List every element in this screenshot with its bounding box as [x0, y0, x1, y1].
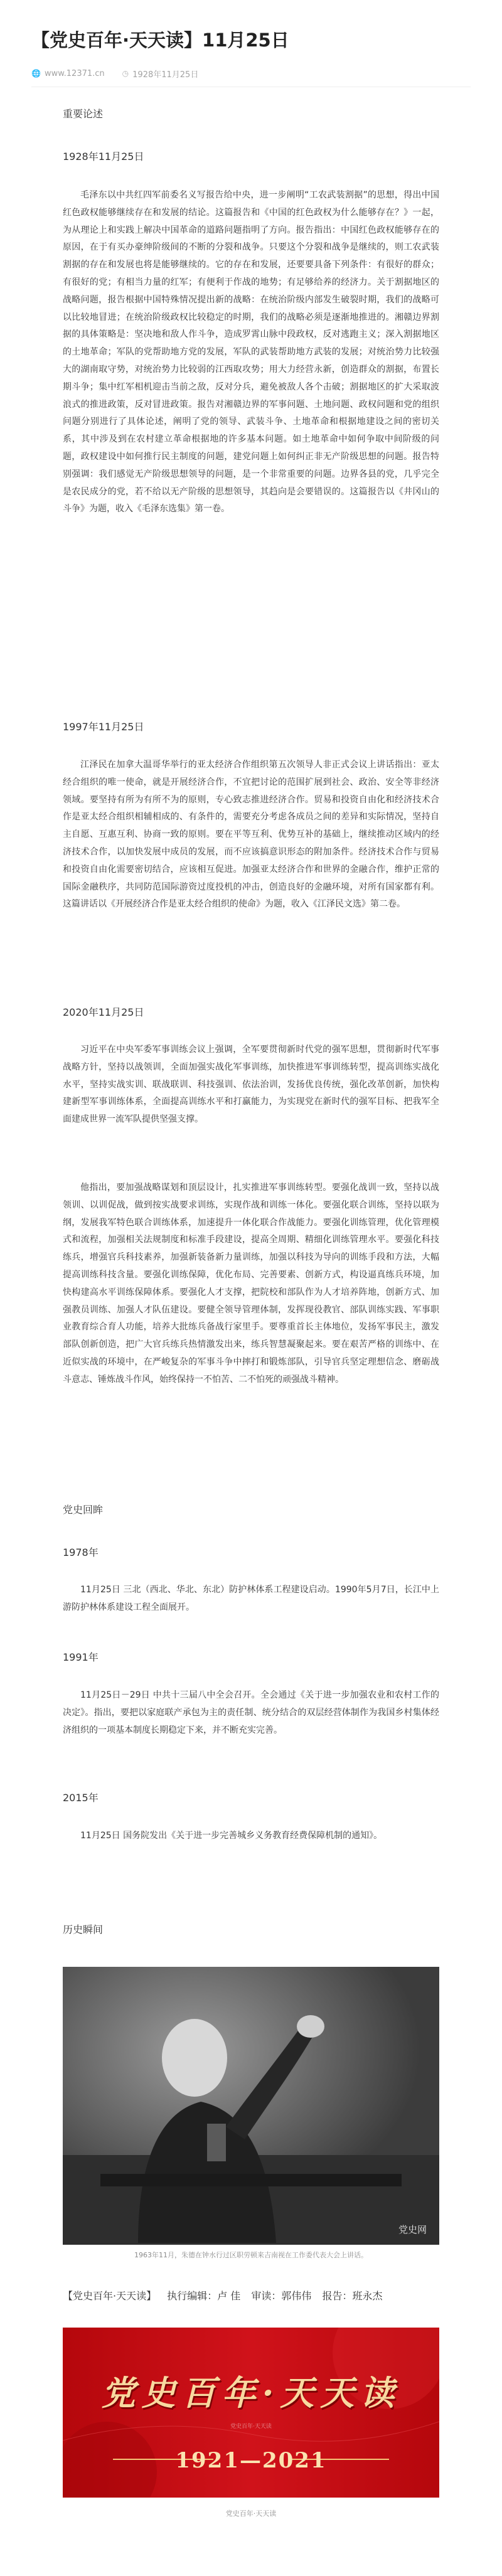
article-date: 1928年11月25日 — [132, 70, 199, 80]
banner-caption: 党史百年·天天读 — [225, 2509, 277, 2518]
item-text: 他指出，要加强战略谋划和顶层设计，扎实推进军事训练转型。要强化战训一致，坚持以战领训、以训促战，做到按实战要求训练，实现作战和训练一体化。要强化联合训练，坚持以联为纲，发展我军特色联合训练体系，加速提升一体化联合作战能力。要强化训练管理，优化管理模式和流程，加强相关法规制度和标准手段建设，提高全周期、精细化训练管理水平。要强化科技练兵，增强官兵科技素养，加强新装备新力量训练，加强以科技为导向的训练手段和方法，大幅提高训练科技含量。要强化训练保障，优化布局、完善要素、创新方式，构设逼真练兵环境，加快构建高水平训练保障体系。要强化人才支撑，把院校和部队作为人才培养阵地，创新方式、加强教员训练、加强人才队伍建设。要健全领导管理体制，发挥现役教官、部队训练实践、军事职业教育综合育人功能，培养大批练兵备战行家里手。要尊重首长主体地位，发扬军事民主，激发部队创新创造，把广大官兵练兵热情激发出来，练兵智慧凝聚起来。要在艰苦严格的训练中、在近似实战的环境中，在严峻复杂的军事斗争中摔打和锻炼部队，引导官兵坚定理想信念、磨砺战斗意志、锤炼战斗作风，始终保持一不怕苦、二不怕死的顽强战斗精神。 — [63, 1183, 439, 1385]
photo-illustration — [63, 1967, 439, 2245]
item-text: 习近平在中央军委军事训练会议上强调，全军要贯彻新时代党的强军思想，贯彻新时代军事战略方针，坚持以战领训，全面加强实战化军事训练，加快推进军事训练转型，提高训练实战化水平，坚持实战实训、联战联训、科技强训、依法治训，发扬优良传统，强化改革创新，加快构建新型军事训练体系，全面提高训练水平和打赢能力，为实现党在新时代的强军目标、把我军全面建成世界一流军队提供坚强支撑。 — [63, 1045, 439, 1125]
item-date: 1991年 — [63, 1651, 99, 1663]
item-text: 毛泽东以中共红四军前委名义写报告给中央，进一步阐明“工农武装割据”的思想，得出中国红色政权能够继续存在和发展的结论。这篇报告和《中国的红色政权为什么能够存在？》一起，为从理论上和实践上解决中国革命的道路问题指明了方向。报告指出：中国红色政权能够存在的原因，在于有买办豪绅阶级间的不断的分裂和战争。只要这个分裂和战争是继续的，则工农武装割据的存在和发展也将是能够继续的。它的存在和发展，还要要具备下列条件：有很好的群众；有很好的党；有相当力量的红军；有便利于作战的地势；有足够给养的经济力。关于割据地区的战略问题，报告根据中国特殊情况提出新的战略：在统治阶级内部发生破裂时期，我们的战略可以比较地冒进；在统治阶级政权比较稳定的时期，我们的战略必须是逐渐地推进的。湘赣边界割据的具体策略是：坚决地和敌人作斗争，造成罗霄山脉中段政权，反对逃跑主义；深入割据地区的土地革命；军队的党帮助地方党的发展，军队的武装帮助地方武装的发展；对统治势力比较强大的湖南取守势，对统治势力比较弱的江西取攻势；用大力经营永新，创造群众的割据，布置长期斗争；集中红军相机迎击当前之敌，反对分兵，避免被敌人各个击破；割据地区的扩大采取波浪式的推进政策，反对冒进政策。报告对湘赣边界的军事问题、土地问题、政权问题和党的组织问题分别进行了具体论述，阐明了党的领导、武装斗争、土地革命和根据地建设之间的密切关系，其中涉及到在农村建立革命根据地的许多基本问题。如土地革命中如何争取中间阶级的问题，政权建设中如何推行民主制度的问题，建党问题上如何纠正非无产阶级思想的问题。报告特别强调：我们感觉无产阶级思想领导的问题，是一个非常重要的问题。边界各县的党，几乎完全是农民成分的党，若不给以无产阶级的思想领导，其趋向是会要错误的。这篇报告以《井冈山的斗争》为题，收入《毛泽东选集》第一卷。 — [63, 190, 439, 514]
credits-reporter: 报告：班永杰 — [322, 2290, 383, 2302]
item-text: 11月25日－29日 中共十三届八中全会召开。全会通过《关于进一步加强农业和农村工作的决定》。指出，要把以家庭联产承包为主的责任制、统分结合的双层经营体制作为我国乡村集体经济组织的一项基本制度长期稳定下来，并不断充实完善。 — [63, 1690, 439, 1735]
section-label-moment: 历史瞬间 — [63, 1924, 104, 1935]
item-date: 1997年11月25日 — [63, 721, 144, 733]
item-text: 江泽民在加拿大温哥华举行的亚太经济合作组织第五次领导人非正式会议上讲话指出：亚太经合组织的唯一使命，就是开展经济合作，不宜把讨论的范围扩展到社会、政治、安全等非经济领域。要坚持有所为有所不为的原则，专心致志推进经济合作。贸易和投资自由化和经济技术合作是亚太经合组织相辅相成的、有条件的，需要充分考虑各成员之间的差异和实际情况，坚持自主自愿、互惠互利、协商一致的原则。要在平等互利、优势互补的基础上，继续推动区域内的经济技术合作，以加快发展中成员的发展，而不应该搞意识形态的附加条件。经济技术合作与贸易和投资自由化需要密切结合，应该相互促进。加强亚太经济合作和世界的金融合作，维护正常的国际金融秩序，共同防范国际游资过度投机的冲击，创造良好的金融环境，对所有国家都有利。这篇讲话以《开展经济合作是亚太经合组织的使命》为题，收入《江泽民文选》第二卷。 — [63, 760, 439, 910]
credits-editor: 执行编辑：卢 佳 — [167, 2290, 241, 2302]
item-date: 2015年 — [63, 1792, 99, 1804]
banner-subtitle: 党史百年·天天读 — [230, 2424, 272, 2430]
section-label-important: 重要论述 — [63, 108, 104, 120]
photo-caption: 1963年11月，朱德在钟水行过区职劳顿来吉南视在工作委代表大会上讲话。 — [134, 2251, 368, 2259]
item-date: 1928年11月25日 — [63, 151, 144, 162]
banner — [63, 2328, 439, 2498]
historical-photo — [63, 1967, 439, 2245]
article-site[interactable]: www.12371.cn — [44, 68, 105, 78]
item-text: 11月25日 国务院发出《关于进一步完善城乡义务教育经费保障机制的通知》。 — [80, 1831, 383, 1841]
banner-title: 党史百年·天天读 — [101, 2373, 401, 2413]
credits-reviewer: 审读：郭伟伟 — [251, 2290, 312, 2302]
article-meta — [31, 67, 198, 80]
credits-tag: 【党史百年·天天读】 — [63, 2290, 157, 2302]
clock-icon: ◷ — [122, 69, 129, 78]
article-title: 【党史百年·天天读】11月25日 — [31, 29, 289, 51]
item-date: 2020年11月25日 — [63, 1006, 144, 1018]
credits-line — [63, 2288, 439, 2302]
banner-years: 1921—2021 — [175, 2448, 327, 2473]
photo-watermark: 党史网 — [398, 2224, 427, 2235]
globe-icon: 🌐 — [31, 69, 41, 78]
item-date: 1978年 — [63, 1546, 99, 1558]
item-text: 11月25日 三北（西北、华北、东北）防护林体系工程建设启动。1990年5月7日，长江中上游防护林体系建设工程全面展开。 — [63, 1585, 439, 1612]
section-label-review: 党史回眸 — [63, 1504, 104, 1516]
